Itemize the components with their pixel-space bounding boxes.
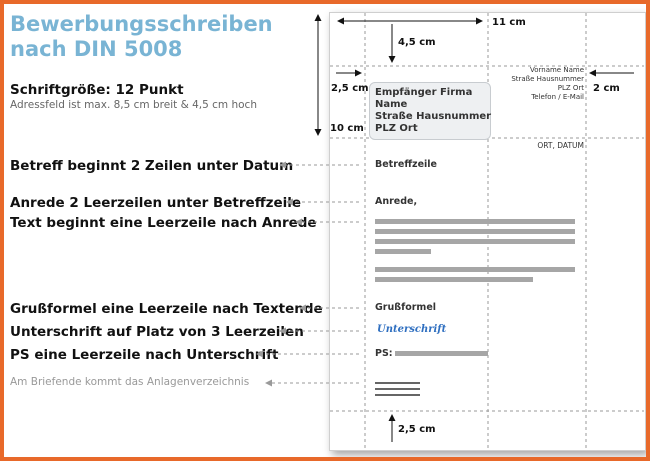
- recipient-city: PLZ Ort: [375, 123, 418, 134]
- sender-block: [511, 66, 584, 102]
- sender-city: PLZ Ort: [557, 84, 584, 92]
- instruction-closing: Grußformel eine Leerzeile nach Textende: [10, 301, 323, 317]
- recipient-street: Straße Hausnummer: [375, 111, 492, 122]
- body-text-line: [375, 239, 575, 244]
- attachment-line: [375, 382, 420, 384]
- title-line-1: Bewerbungsschreiben: [10, 12, 273, 36]
- dim-top-height: 4,5 cm: [398, 37, 436, 48]
- instruction-signature: Unterschrift auf Platz von 3 Leerzeilen: [10, 324, 304, 340]
- dim-right-margin: 2 cm: [593, 83, 620, 94]
- body-text-line: [375, 229, 575, 234]
- diagram-frame: [4, 4, 646, 457]
- sender-contact: Telefon / E-Mail: [531, 93, 584, 101]
- title-line-2: nach DIN 5008: [10, 37, 183, 61]
- body-text-line: [375, 267, 575, 272]
- font-size-label: Schriftgröße: 12 Punkt: [10, 82, 184, 98]
- dim-bottom-margin: 2,5 cm: [398, 424, 436, 435]
- letter-subject: Betreffzeile: [375, 159, 437, 170]
- instruction-ps: PS eine Leerzeile nach Unterschrift: [10, 347, 279, 363]
- recipient-block: [375, 87, 491, 135]
- dim-left-margin: 2,5 cm: [331, 83, 369, 94]
- body-text-line: [375, 249, 431, 254]
- recipient-name: Name: [375, 99, 408, 110]
- letter-closing: Grußformel: [375, 302, 437, 313]
- recipient-company: Empfänger Firma: [375, 87, 473, 98]
- attachment-line: [375, 394, 420, 396]
- sender-name: Vorname Name: [529, 66, 584, 74]
- attachment-line: [375, 388, 420, 390]
- letter-ps: PS:: [375, 348, 393, 359]
- instruction-subject: Betreff beginnt 2 Zeilen unter Datum: [10, 158, 294, 174]
- address-note: Adressfeld ist max. 8,5 cm breit & 4,5 cm hoch: [10, 99, 257, 111]
- dim-top-width: 11 cm: [492, 17, 526, 28]
- instruction-text: Text beginnt eine Leerzeile nach Anrede: [10, 215, 317, 231]
- letter-salutation: Anrede,: [375, 196, 418, 207]
- instruction-attachments: Am Briefende kommt das Anlagenverzeichnis: [10, 376, 250, 388]
- dim-address-top: 10 cm: [330, 123, 364, 134]
- letter-signature: Unterschrift: [377, 324, 447, 335]
- letter-date: ORT, DATUM: [537, 141, 584, 150]
- body-text-line: [375, 219, 575, 224]
- body-text-line: [375, 277, 533, 282]
- ps-text-line: [395, 351, 488, 356]
- sender-street: Straße Hausnummer: [511, 75, 584, 83]
- instruction-salutation: Anrede 2 Leerzeilen unter Betreffzeile: [10, 195, 302, 211]
